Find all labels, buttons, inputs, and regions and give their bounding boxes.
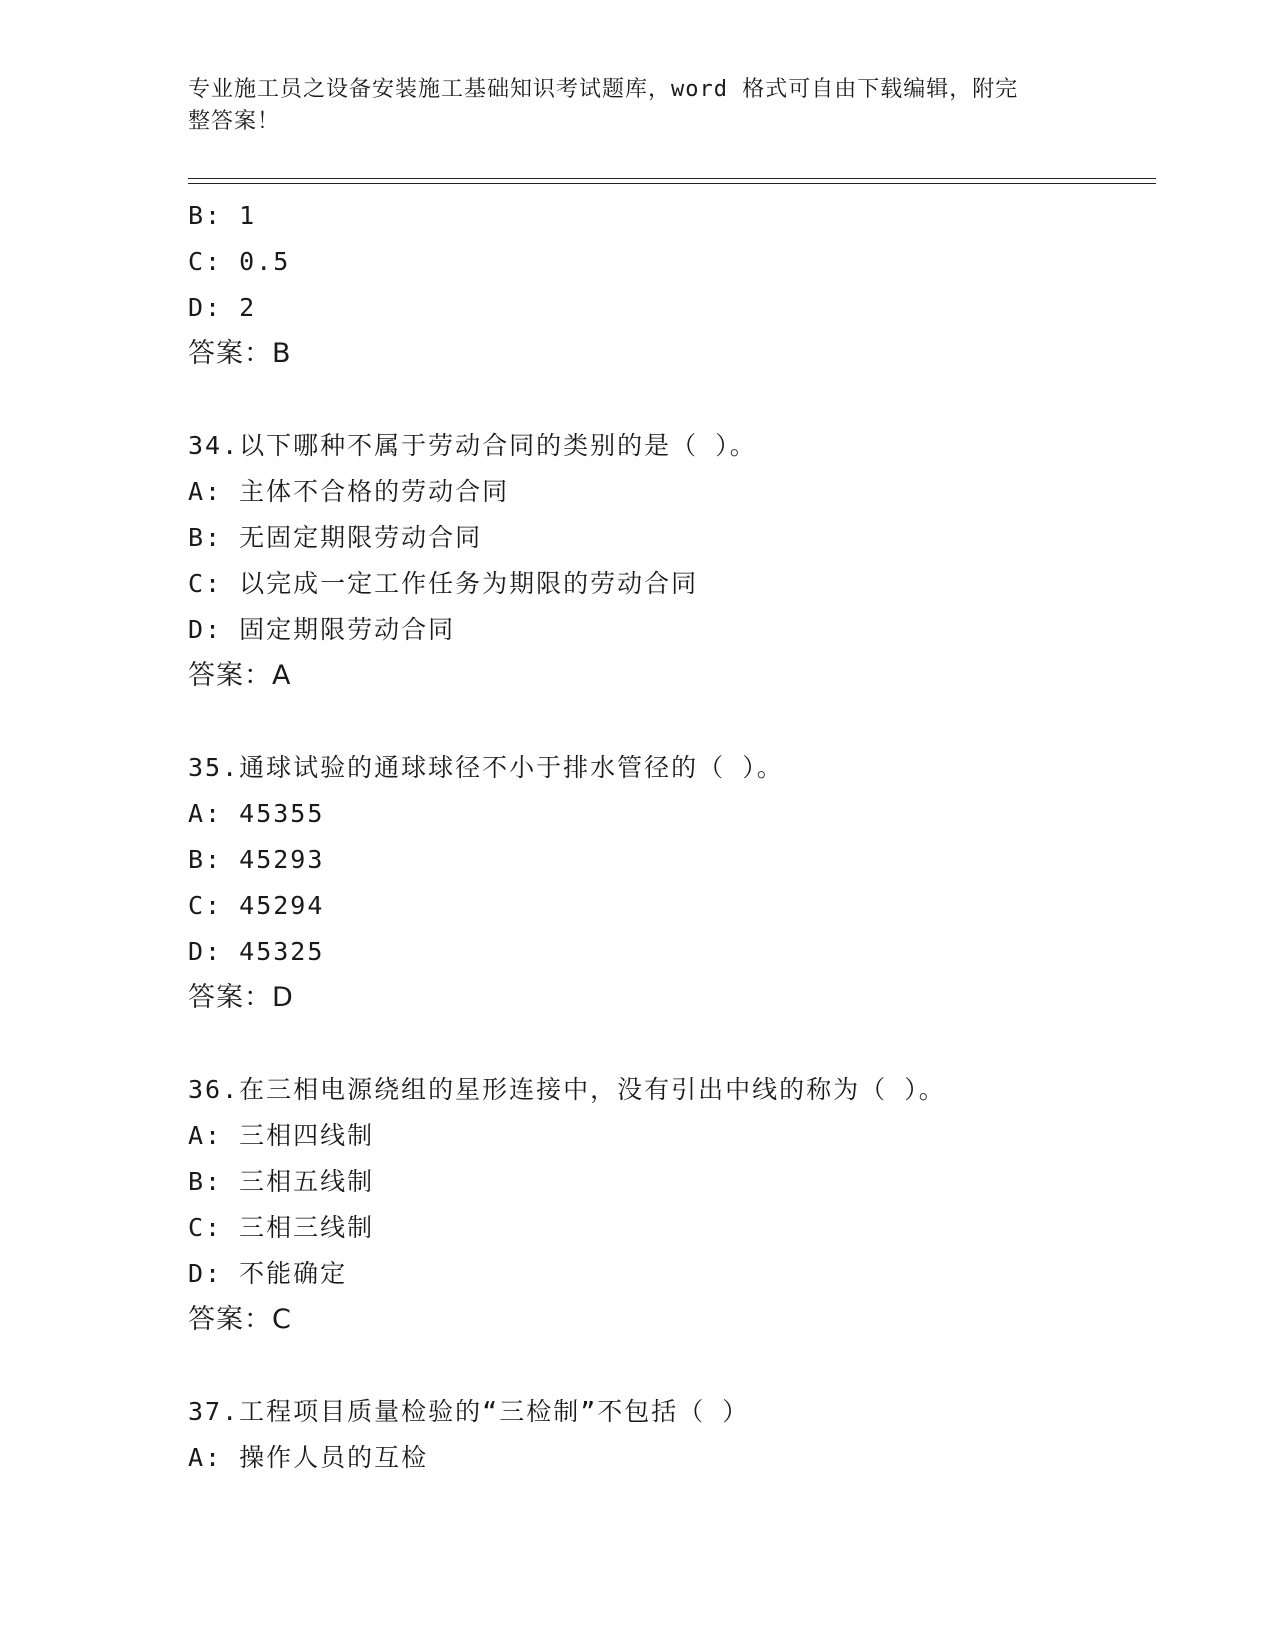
question-stem: 37.工程项目质量检验的“三检制”不包括（ ） [188,1397,750,1426]
answer-line: 答案：D [188,982,294,1013]
option-a: A: 三相四线制 [188,1121,375,1150]
spacer [188,699,1156,745]
question-36 [188,1067,1156,1343]
spacer [188,377,1156,423]
header-divider-bottom [188,183,1156,184]
option-a: A: 操作人员的互检 [188,1443,429,1472]
option-c: C: 三相三线制 [188,1213,375,1242]
option-b: B: 45293 [188,845,325,874]
spacer [188,1021,1156,1067]
option-b: B: 无固定期限劳动合同 [188,523,483,552]
question-37 [188,1389,1156,1481]
header-line-2: 整答案！ [188,109,281,134]
option-c: C: 以完成一定工作任务为期限的劳动合同 [188,569,699,598]
spacer [188,1343,1156,1389]
answer-line: 答案：C [188,1304,292,1335]
answer-line: 答案：A [188,660,292,691]
question-list [188,193,1156,1481]
document-header [188,74,1068,138]
option-b: B: 三相五线制 [188,1167,375,1196]
question-35 [188,745,1156,1021]
question-34 [188,423,1156,699]
option-a: A: 45355 [188,799,325,828]
option-c: C: 45294 [188,891,325,920]
question-33-continued [188,193,1156,377]
option-d: D: 2 [188,293,257,322]
question-stem: 35.通球试验的通球球径不小于排水管径的（ ）。 [188,753,784,782]
option-a: A: 主体不合格的劳动合同 [188,477,510,506]
option-d: D: 固定期限劳动合同 [188,615,456,644]
option-b: B: 1 [188,201,257,230]
option-d: D: 45325 [188,937,325,966]
option-d: D: 不能确定 [188,1259,348,1288]
question-stem: 34.以下哪种不属于劳动合同的类别的是（ ）。 [188,431,757,460]
question-stem: 36.在三相电源绕组的星形连接中，没有引出中线的称为（ ）。 [188,1075,946,1104]
option-c: C: 0.5 [188,247,291,276]
header-line-1: 专业施工员之设备安装施工基础知识考试题库，word 格式可自由下载编辑，附完 [188,77,1019,102]
answer-line: 答案：B [188,338,292,369]
header-divider-top [188,178,1156,179]
